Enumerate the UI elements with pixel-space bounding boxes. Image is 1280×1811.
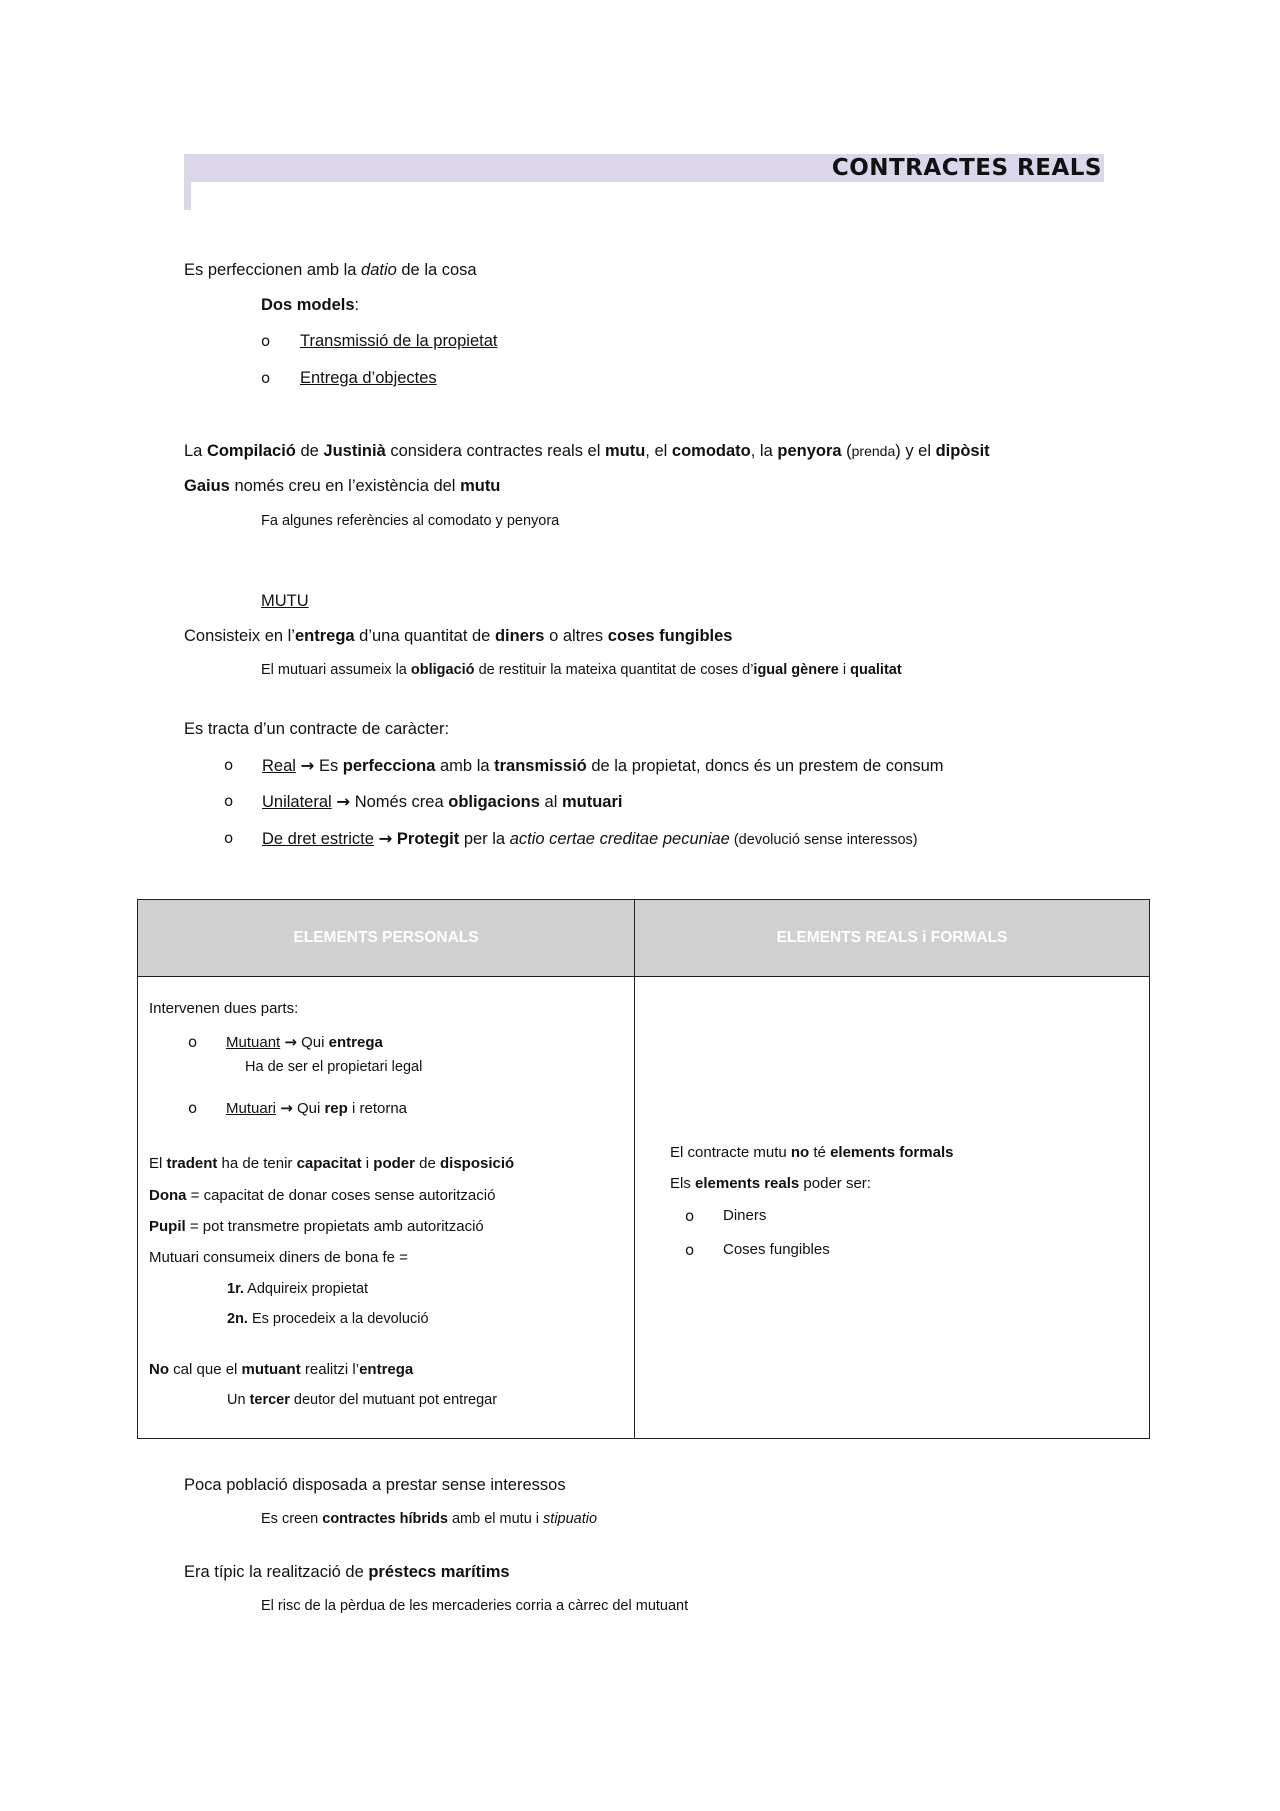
list-item: o Entrega d’objectes [261, 369, 437, 387]
arrow-right-icon: → [300, 756, 315, 775]
mutu-obligation: El mutuari assumeix la obligació de restituir la mateixa quantitat de coses d’igual gènere i qualitat [261, 662, 902, 678]
list-item: o Transmissió de la propietat [261, 332, 498, 350]
no-cal-line: No cal que el mutuant realitzi l’entrega [149, 1361, 414, 1378]
mutuant-note: Ha de ser el propietari legal [245, 1059, 423, 1075]
reals-line: Els elements reals poder ser: [670, 1175, 871, 1192]
table-header-reals: ELEMENTS REALS i FORMALS [635, 900, 1150, 977]
bullet-icon: o [224, 756, 234, 774]
intro-line: Es perfeccionen amb la datio de la cosa [184, 261, 477, 279]
arrow-right-icon: → [378, 829, 393, 848]
list-item: o Unilateral → Només crea obligacions al mutuari [224, 792, 623, 811]
hibrids-line: Es creen contractes híbrids amb el mutu i stipuatio [261, 1511, 598, 1527]
compilacio-line: La Compilació de Justinià considera contractes reals el mutu, el comodato, la penyora (prenda) y el dipòsit [184, 442, 990, 460]
gaius-line: Gaius només creu en l’existència del mutu [184, 477, 501, 495]
formals-line: El contracte mutu no té elements formals [670, 1144, 954, 1161]
bullet-icon: o [224, 829, 234, 847]
bullet-icon: o [685, 1241, 695, 1259]
tradent-line: El tradent ha de tenir capacitat i poder de disposició [149, 1155, 515, 1172]
cell-personals [138, 977, 635, 1439]
models-label: Dos models: [261, 296, 360, 314]
mutu-heading: MUTU [261, 592, 309, 610]
tercer-line: Un tercer deutor del mutuant pot entregar [227, 1392, 498, 1408]
arrow-right-icon: → [336, 792, 351, 811]
bullet-icon: o [261, 369, 271, 387]
list-item: o Real → Es perfecciona amb la transmissió de la propietat, doncs és un prestem de consum [224, 756, 944, 775]
bullet-icon: o [685, 1207, 695, 1225]
bullet-icon: o [188, 1033, 198, 1051]
risc-line: El risc de la pèrdua de les mercaderies corria a càrrec del mutuant [261, 1598, 689, 1614]
list-item: o Mutuari → Qui rep i retorna [188, 1099, 408, 1117]
step-1: 1r. Adquireix propietat [227, 1281, 369, 1297]
title-bar-stub [184, 182, 191, 210]
step-2: 2n. Es procedeix a la devolució [227, 1311, 429, 1327]
mutu-definition: Consisteix en l’entrega d’una quantitat de diners o altres coses fungibles [184, 627, 733, 645]
bullet-icon: o [224, 792, 234, 810]
bullet-icon: o [188, 1099, 198, 1117]
elements-table [137, 899, 1150, 1439]
table-header-personals: ELEMENTS PERSONALS [138, 900, 635, 977]
list-item: o De dret estricte → Protegit per la actio certae creditae pecuniae (devolució sense interessos) [224, 829, 918, 848]
list-item: o Diners [685, 1207, 767, 1225]
poca-line: Poca població disposada a prestar sense interessos [184, 1476, 566, 1494]
page-title: CONTRACTES REALS [831, 155, 1102, 181]
tipic-line: Era típic la realització de préstecs marítims [184, 1563, 510, 1581]
gaius-note: Fa algunes referències al comodato y penyora [261, 513, 560, 529]
arrow-right-icon: → [284, 1033, 297, 1051]
consumeix-line: Mutuari consumeix diners de bona fe = [149, 1249, 408, 1266]
cell-reals [635, 977, 1150, 1439]
bullet-icon: o [261, 332, 271, 350]
intervenen-line: Intervenen dues parts: [149, 1000, 299, 1017]
pupil-line: Pupil = pot transmetre propietats amb autorització [149, 1218, 484, 1235]
list-item: o Mutuant → Qui entrega [188, 1033, 383, 1051]
caracter-line: Es tracta d’un contracte de caràcter: [184, 720, 450, 738]
dona-line: Dona = capacitat de donar coses sense autorització [149, 1187, 496, 1204]
arrow-right-icon: → [280, 1099, 293, 1117]
list-item: o Coses fungibles [685, 1241, 830, 1259]
